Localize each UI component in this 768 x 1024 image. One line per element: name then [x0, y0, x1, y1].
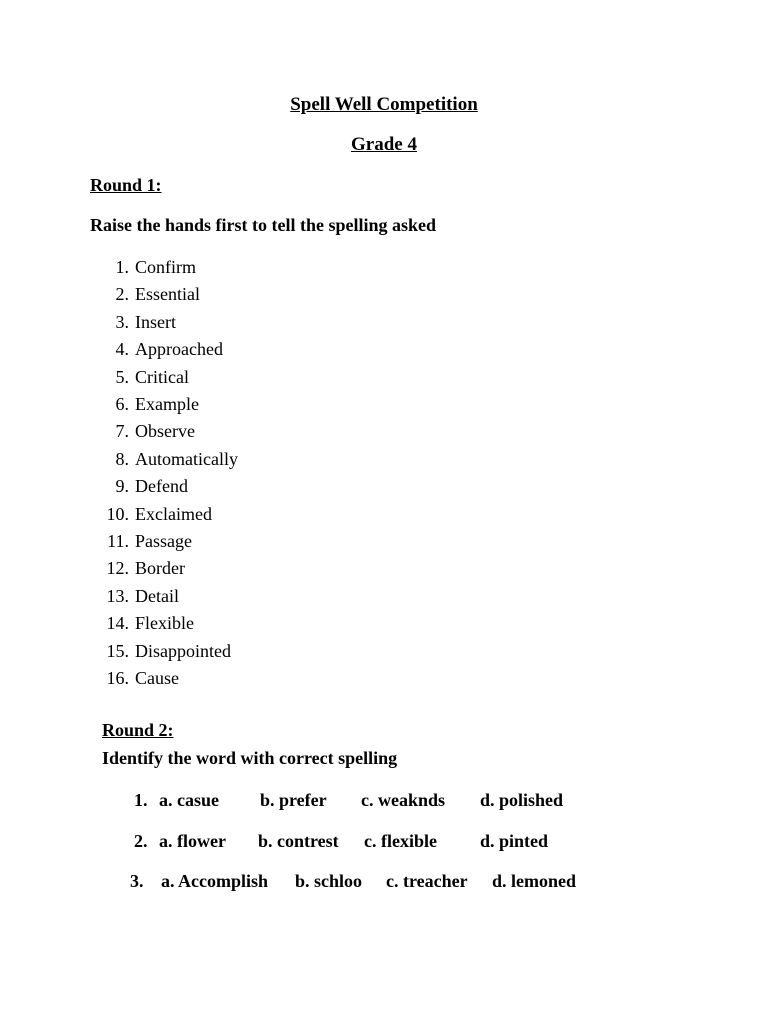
list-item-number: 16.: [106, 668, 129, 688]
option-a: a. flower: [159, 831, 226, 851]
list-item: [0, 282, 768, 306]
list-item: [0, 529, 768, 553]
list-item-word: Passage: [135, 531, 192, 551]
question-number: 3.: [130, 871, 144, 891]
list-item: [0, 502, 768, 526]
list-item-word: Approached: [135, 339, 223, 360]
round1-heading: Round 1:: [90, 175, 162, 195]
list-item-number: 10.: [106, 503, 129, 524]
list-item-number: 11.: [107, 531, 129, 551]
list-item-word: Essential: [135, 284, 200, 305]
list-item-number: 8.: [115, 448, 129, 469]
option-c: c. flexible: [364, 831, 437, 851]
grade-label: Grade 4: [351, 134, 417, 155]
list-item-word: Observe: [135, 421, 195, 442]
list-item-number: 13.: [106, 585, 129, 606]
round2-instruction: Identify the word with correct spelling: [102, 748, 398, 768]
document-title: Spell Well Competition: [290, 94, 478, 115]
list-item-number: 4.: [115, 339, 129, 360]
list-item-word: Border: [135, 558, 185, 579]
option-d: d. pinted: [480, 831, 549, 851]
list-item: [0, 419, 768, 443]
list-item: [0, 392, 768, 416]
list-item-number: 9.: [115, 476, 129, 497]
list-item-number: 12.: [106, 558, 129, 579]
list-item-word: Cause: [135, 668, 179, 688]
list-item-word: Insert: [135, 311, 176, 332]
question-number: 2.: [134, 831, 148, 851]
option-b: b. schloo: [295, 871, 363, 891]
list-item-word: Disappointed: [135, 640, 231, 661]
question-row: [0, 829, 768, 853]
option-b: b. prefer: [260, 790, 327, 810]
question-number: 1.: [134, 790, 148, 810]
option-a: a. Accomplish: [161, 871, 269, 891]
option-c: c. treacher: [386, 871, 468, 891]
list-item: [0, 365, 768, 389]
list-item: [0, 447, 768, 471]
list-item-word: Detail: [135, 585, 179, 606]
list-item-number: 7.: [115, 421, 129, 442]
option-d: d. polished: [480, 790, 564, 810]
option-a: a. casue: [159, 790, 219, 810]
list-item: [0, 556, 768, 580]
list-item: [0, 310, 768, 334]
question-row: [0, 869, 768, 893]
list-item-word: Automatically: [135, 448, 238, 469]
list-item-number: 14.: [106, 613, 129, 634]
option-c: c. weaknds: [361, 790, 446, 810]
list-item-word: Exclaimed: [135, 503, 212, 524]
option-b: b. contrest: [258, 831, 339, 851]
option-d: d. lemoned: [492, 871, 577, 891]
list-item-number: 1.: [115, 257, 129, 277]
list-item-number: 15.: [106, 640, 129, 661]
list-item-number: 2.: [115, 284, 129, 305]
list-item-word: Flexible: [135, 613, 194, 634]
question-row: [0, 788, 768, 812]
list-item-word: Critical: [135, 366, 189, 387]
list-item-word: Defend: [135, 476, 188, 497]
list-item: [0, 666, 768, 690]
list-item: [0, 255, 768, 279]
list-item: [0, 337, 768, 361]
round1-instruction: Raise the hands first to tell the spelling asked: [90, 215, 437, 235]
list-item-word: Confirm: [135, 257, 196, 277]
list-item: [0, 584, 768, 608]
list-item-number: 3.: [115, 311, 129, 332]
list-item: [0, 474, 768, 498]
list-item-number: 5.: [115, 366, 129, 387]
list-item: [0, 611, 768, 635]
round2-heading: Round 2:: [102, 720, 174, 740]
list-item: [0, 639, 768, 663]
list-item-word: Example: [135, 394, 199, 414]
list-item-number: 6.: [115, 394, 129, 414]
